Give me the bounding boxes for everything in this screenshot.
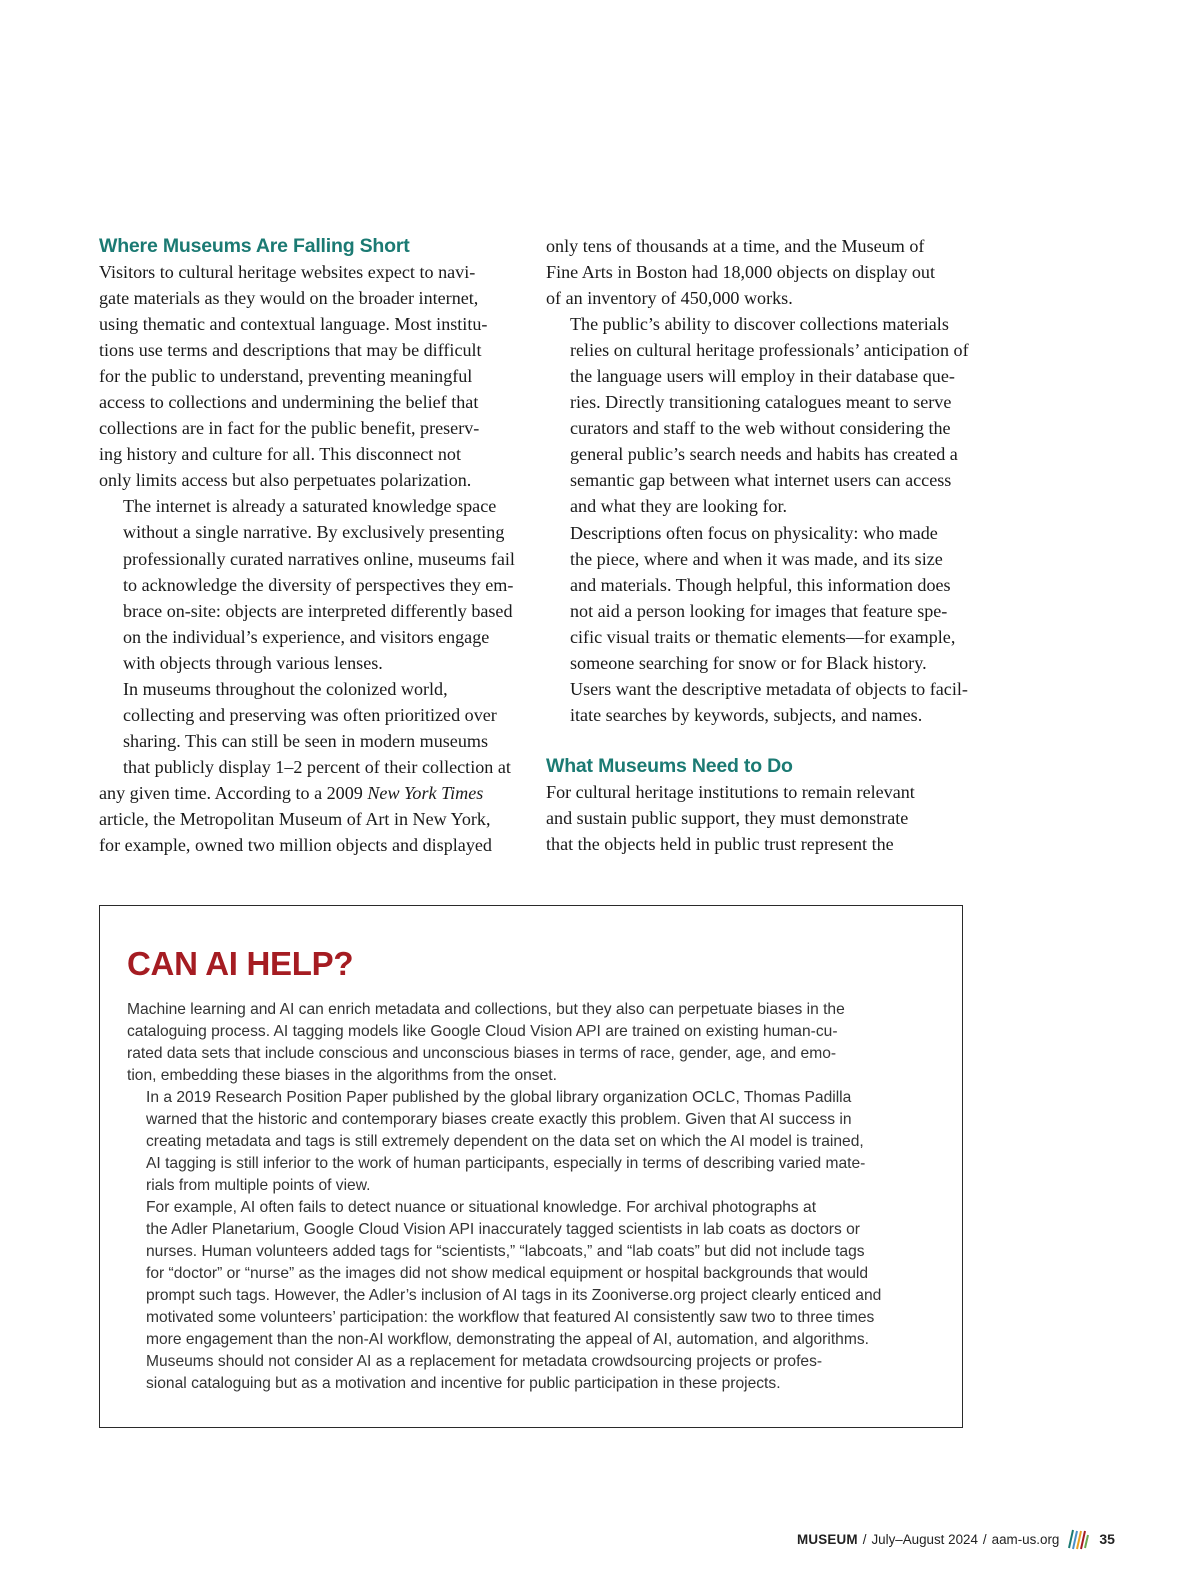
text-line: The internet is already a saturated knowledge space [123, 496, 497, 517]
text-line: semantic gap between what internet users can access [570, 470, 952, 491]
text-line: sional cataloguing but as a motivation and incentive for public participation in these projects. [146, 1375, 781, 1392]
text-line: that the objects held in public trust represent the [546, 833, 894, 854]
left-column-body [99, 259, 521, 780]
text-line: not aid a person looking for images that feature spe- [570, 600, 948, 621]
right-column [546, 233, 968, 857]
footer-separator: / [982, 1531, 987, 1547]
body-paragraph [546, 520, 968, 728]
text-line: on the individual’s experience, and visitors engage [123, 626, 490, 647]
text-line: and sustain public support, they must demonstrate [546, 807, 909, 828]
text-line: relies on cultural heritage professionals’ anticipation of [570, 340, 969, 361]
section-heading-need-to-do: What Museums Need to Do [546, 754, 793, 777]
sidebar-box [99, 905, 963, 1428]
publication-title: New York Times [367, 782, 484, 803]
text-line: brace on-site: objects are interpreted differently based [123, 600, 513, 621]
text-line: without a single narrative. By exclusively presenting [123, 522, 505, 543]
text-line: nurses. Human volunteers added tags for “scientists,” “labcoats,” and “lab coats” but did not include tags [146, 1243, 865, 1260]
text-line: article, the Metropolitan Museum of Art in New York, [99, 808, 491, 829]
body-paragraph-continuation [99, 780, 521, 858]
text-line: collections are in fact for the public benefit, preserv- [99, 418, 480, 439]
text-line: to acknowledge the diversity of perspectives they em- [123, 574, 514, 595]
text-line: prompt such tags. However, the Adler’s inclusion of AI tags in its Zooniverse.org project clearly enticed and [146, 1287, 882, 1304]
text-line: Visitors to cultural heritage websites expect to navi- [99, 262, 476, 282]
text-line: warned that the historic and contemporary biases create exactly this problem. Given that AI success in [146, 1111, 852, 1128]
text-line: creating metadata and tags is still extremely dependent on the data set on which the AI model is trained, [146, 1133, 864, 1150]
text-line: that publicly display 1–2 percent of their collection at [123, 756, 511, 777]
text-line: Users want the descriptive metadata of objects to facil- [570, 678, 968, 699]
text-line: professionally curated narratives online, museums fail [123, 548, 515, 569]
text-line: Machine learning and AI can enrich metadata and collections, but they also can perpetuate biases in the [127, 1001, 845, 1018]
aam-stripes-logo-icon [1065, 1527, 1089, 1551]
text-line: using thematic and contextual language. Most institu- [99, 314, 488, 335]
website-link[interactable]: aam-us.org [991, 1531, 1060, 1547]
text-line: and materials. Though helpful, this information does [570, 574, 951, 595]
text-line: ries. Directly transitioning catalogues meant to serve [570, 392, 952, 413]
text-line: cific visual traits or thematic elements—for example, [570, 626, 956, 647]
text-line: collecting and preserving was often prioritized over [123, 704, 497, 725]
text-line: AI tagging is still inferior to the work of human participants, especially in terms of describing varied mate- [146, 1155, 866, 1172]
text-line: cataloguing process. AI tagging models like Google Cloud Vision API are trained on existing human-cu- [127, 1023, 838, 1040]
body-paragraph [127, 1351, 947, 1395]
sidebar-title: CAN AI HELP? [127, 945, 354, 982]
text-line: rials from multiple points of view. [146, 1177, 371, 1194]
text-line: any given time. According to a 2009 New York Times [99, 782, 484, 803]
text-line: the piece, where and when it was made, and its size [570, 548, 943, 569]
text-line: for the public to understand, preventing meaningful [99, 366, 473, 387]
page-number: 35 [1099, 1531, 1115, 1547]
body-paragraph [127, 1087, 947, 1197]
body-paragraph [99, 259, 521, 493]
text-line: of an inventory of 450,000 works. [546, 288, 793, 309]
text-line: In museums throughout the colonized world, [123, 678, 448, 699]
text-line: itate searches by keywords, subjects, and names. [570, 704, 923, 725]
text-line: only tens of thousands at a time, and the Museum of [546, 236, 925, 256]
text-line: for example, owned two million objects and displayed [99, 835, 492, 856]
text-line: In a 2019 Research Position Paper published by the global library organization OCLC, Thomas Padilla [146, 1089, 852, 1106]
text-line: and what they are looking for. [570, 496, 788, 517]
left-column [99, 233, 521, 858]
body-paragraph [546, 311, 968, 519]
text-line: only limits access but also perpetuates polarization. [99, 470, 472, 491]
text-line: general public’s search needs and habits has created a [570, 444, 958, 465]
text-line: sharing. This can still be seen in modern museums [123, 730, 489, 751]
section-heading-falling-short: Where Museums Are Falling Short [99, 235, 410, 257]
text-line: rated data sets that include conscious and unconscious biases in terms of race, gender, age, and emo- [127, 1045, 837, 1062]
text-line: the language users will employ in their database que- [570, 366, 955, 387]
text-line: gate materials as they would on the broader internet, [99, 288, 479, 309]
body-paragraph [99, 676, 521, 780]
text-line: ing history and culture for all. This disconnect not [99, 444, 461, 465]
text-line: Fine Arts in Boston had 18,000 objects on display out [546, 262, 936, 283]
text-line: Museums should not consider AI as a replacement for metadata crowdsourcing projects or profes- [146, 1353, 823, 1370]
right-column-closing [546, 779, 968, 857]
body-paragraph [127, 999, 947, 1087]
sidebar-body [127, 999, 947, 1395]
text-line: the Adler Planetarium, Google Cloud Vision API inaccurately tagged scientists in lab coats as doctors or [146, 1221, 860, 1238]
text-line: curators and staff to the web without considering the [570, 418, 951, 439]
text-line: for “doctor” or “nurse” as the images did not show medical equipment or hospital backgrounds that would [146, 1265, 869, 1282]
body-paragraph [546, 233, 968, 311]
body-paragraph [127, 1197, 947, 1351]
text-line: For cultural heritage institutions to remain relevant [546, 781, 915, 802]
text-line: Descriptions often focus on physicality: who made [570, 522, 938, 543]
text-line: The public’s ability to discover collections materials [570, 314, 949, 335]
text-line: For example, AI often fails to detect nuance or situational knowledge. For archival photographs at [146, 1199, 817, 1216]
issue-date: July–August 2024 [871, 1531, 978, 1547]
text-line: someone searching for snow or for Black history. [570, 652, 927, 673]
text-line: tion, embedding these biases in the algorithms from the onset. [127, 1067, 557, 1084]
body-paragraph [546, 779, 968, 857]
right-column-body [546, 233, 968, 728]
page-footer [797, 1527, 1115, 1551]
text-line: more engagement than the non-AI workflow, demonstrating the appeal of AI, automation, and algorithms. [146, 1331, 869, 1348]
text-line: tions use terms and descriptions that may be difficult [99, 340, 482, 361]
text-line: motivated some volunteers’ participation: the workflow that featured AI consistently saw two to three times [146, 1309, 875, 1326]
text-line: with objects through various lenses. [123, 652, 383, 673]
footer-separator: / [862, 1531, 867, 1547]
text-line: access to collections and undermining the belief that [99, 392, 479, 413]
body-paragraph [99, 493, 521, 675]
magazine-name: MUSEUM [797, 1531, 858, 1547]
